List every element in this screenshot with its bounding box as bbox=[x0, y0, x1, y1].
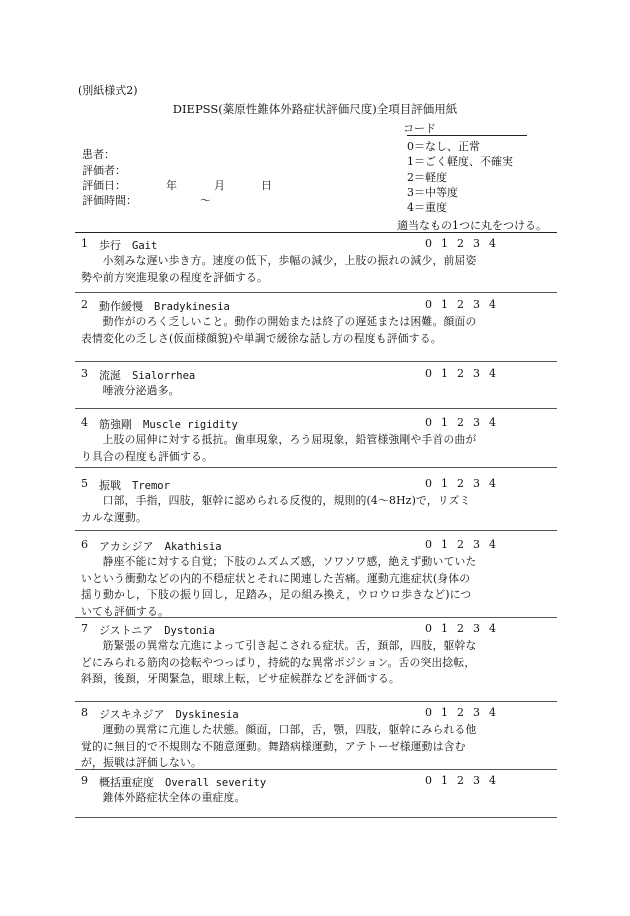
time-range-tilde: 〜 bbox=[200, 194, 211, 207]
item-description: 上肢の屈伸に対する抵抗。歯車現象，ろう屈現象，鉛管様強剛や手首の曲がり具合の程度も評価する。 bbox=[81, 433, 477, 463]
item-number: 7 bbox=[81, 622, 88, 635]
item-description: 運動の異常に亢進した状態。顔面，口部，舌，顎，四肢，躯幹にみられる他覚的に無目的で不規則な不随意運動。舞踏病様運動，アテトーゼ様運動は含むが，振戦は評価しない。 bbox=[81, 723, 477, 770]
item-name-jp: 振戦 Tremor bbox=[99, 479, 170, 492]
rating-item-gait bbox=[75, 237, 557, 293]
item-description: 唾液分泌過多。 bbox=[102, 384, 180, 397]
item-name-en: Dyskinesia bbox=[175, 709, 239, 721]
item-number: 8 bbox=[81, 706, 88, 719]
item-name-jp: ジスキネジア Dyskinesia bbox=[99, 708, 239, 721]
header-divider bbox=[75, 232, 557, 233]
rating-item-tremor bbox=[75, 477, 557, 531]
rating-scale[interactable]: 0 1 2 3 4 bbox=[425, 416, 496, 429]
item-name-jp: 動作緩慢 Bradykinesia bbox=[99, 300, 230, 313]
year-label: 年 bbox=[166, 179, 177, 192]
code-item: 1＝ごく軽度、不確実 bbox=[407, 155, 513, 168]
item-number: 4 bbox=[81, 416, 88, 429]
item-name-jp: 筋強剛 Muscle rigidity bbox=[99, 418, 238, 431]
item-name-en: Dystonia bbox=[164, 625, 215, 637]
item-name-en: Tremor bbox=[132, 480, 170, 492]
item-description: 動作がのろく乏しいこと。動作の開始または終了の遅延または困難。顔面の表情変化の乏しさ(仮面様顔貌)や単調で緩徐な話し方の程度も評価する。 bbox=[81, 315, 477, 345]
date-field-label: 評価日： bbox=[82, 179, 126, 192]
month-label: 月 bbox=[214, 179, 225, 192]
code-legend-divider bbox=[407, 135, 527, 136]
rating-item-overall-severity bbox=[75, 774, 557, 818]
rating-scale[interactable]: 0 1 2 3 4 bbox=[425, 298, 496, 311]
rating-scale[interactable]: 0 1 2 3 4 bbox=[425, 538, 496, 551]
item-name-jp: ジストニア Dystonia bbox=[99, 624, 215, 637]
item-number: 5 bbox=[81, 477, 88, 490]
item-name-en: Gait bbox=[132, 240, 158, 252]
rating-item-akathisia bbox=[75, 538, 557, 618]
item-description: 静座不能に対する自覚；下肢のムズムズ感，ソワソワ感，絶えず動いていたいという衝動などの内的不穏症状とそれに関連した苦痛。運動亢進症状(身体の揺り動かし，下肢の振り回し，足踏み，足の組み換え，ウロウロ歩きなど)についても評価する。 bbox=[81, 555, 477, 618]
item-divider bbox=[75, 408, 557, 409]
rating-scale[interactable]: 0 1 2 3 4 bbox=[425, 622, 496, 635]
rating-scale[interactable]: 0 1 2 3 4 bbox=[425, 706, 496, 719]
item-name-jp: 概括重症度 Overall severity bbox=[99, 776, 267, 789]
form-label: (別紙様式2) bbox=[78, 84, 138, 97]
code-legend-title: コード bbox=[403, 122, 436, 135]
rating-item-dyskinesia bbox=[75, 706, 557, 770]
item-divider bbox=[75, 292, 557, 293]
item-description: 口部，手指，四肢，躯幹に認められる反復的，規則的(4〜8Hz)で，リズミカルな運動。 bbox=[81, 494, 471, 524]
rating-item-muscle-rigidity bbox=[75, 416, 557, 468]
item-number: 1 bbox=[81, 237, 88, 250]
item-description: 筋緊張の異常な亢進によって引き起こされる症状。舌，頚部，四肢，躯幹などにみられる筋肉の捻転やつっぱり，持続的な異常ポジション。舌の突出捻転，斜頚，後頚，牙関緊急，眼球上転，ピサ症候群などを評価する。 bbox=[81, 639, 477, 686]
code-item: 0＝なし、正常 bbox=[407, 140, 480, 153]
item-divider bbox=[75, 617, 557, 618]
rating-item-dystonia bbox=[75, 622, 557, 702]
day-label: 日 bbox=[261, 179, 272, 192]
item-number: 2 bbox=[81, 298, 88, 311]
rater-field-label: 評価者： bbox=[82, 164, 126, 177]
rating-scale[interactable]: 0 1 2 3 4 bbox=[425, 477, 496, 490]
code-item: 2＝軽度 bbox=[407, 171, 447, 184]
item-description: 小刻みな遅い歩き方。速度の低下，歩幅の減少，上肢の振れの減少，前屈姿勢や前方突進現象の程度を評価する。 bbox=[81, 254, 477, 284]
rating-item-bradykinesia bbox=[75, 298, 557, 362]
rating-scale[interactable]: 0 1 2 3 4 bbox=[425, 367, 496, 380]
document-title: DIEPSS(薬原性錐体外路症状評価尺度)全項目評価用紙 bbox=[172, 102, 458, 116]
time-field-label: 評価時間： bbox=[82, 194, 137, 207]
item-divider bbox=[75, 817, 557, 818]
instruction-text: 適当なもの1つに丸をつける。 bbox=[397, 219, 547, 232]
item-divider bbox=[75, 530, 557, 531]
item-number: 3 bbox=[81, 367, 88, 380]
item-number: 9 bbox=[81, 774, 88, 787]
code-item: 4＝重度 bbox=[407, 201, 447, 214]
item-name-en: Akathisia bbox=[164, 541, 222, 553]
item-name-jp: 歩行 Gait bbox=[99, 239, 158, 252]
item-name-jp: 流涎 Sialorrhea bbox=[99, 369, 196, 382]
patient-field-label: 患者： bbox=[82, 148, 115, 161]
item-divider bbox=[75, 701, 557, 702]
rating-item-sialorrhea bbox=[75, 367, 557, 409]
item-description: 錐体外路症状全体の重症度。 bbox=[102, 791, 246, 804]
code-item: 3＝中等度 bbox=[407, 186, 458, 199]
item-name-jp: アカシジア Akathisia bbox=[99, 540, 222, 553]
rating-scale[interactable]: 0 1 2 3 4 bbox=[425, 237, 496, 250]
item-name-en: Sialorrhea bbox=[132, 370, 196, 382]
item-name-en: Overall severity bbox=[165, 777, 267, 789]
rating-scale[interactable]: 0 1 2 3 4 bbox=[425, 774, 496, 787]
item-name-en: Bradykinesia bbox=[154, 301, 230, 313]
item-divider bbox=[75, 467, 557, 468]
item-number: 6 bbox=[81, 538, 88, 551]
item-divider bbox=[75, 361, 557, 362]
item-divider bbox=[75, 769, 557, 770]
item-name-en: Muscle rigidity bbox=[143, 419, 238, 431]
